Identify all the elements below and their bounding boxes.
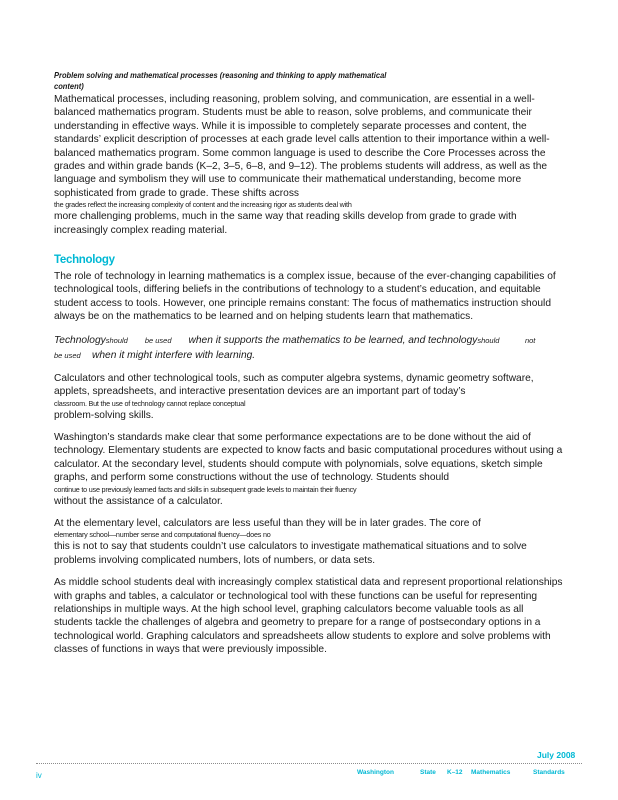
document-body — [54, 70, 564, 657]
footer-label-grades: K–12 — [447, 769, 463, 776]
paragraph-calculators-tools-small-line: classroom. But the use of technology cannot replace conceptual — [54, 398, 246, 408]
paragraph-washington-standards-text: Washington’s standards make clear that some performance expectations are to be done without the aid of technology. Elementary students are expected to know facts and basic computational procedures without using a calculator. At the secondary level, students should compute with polynomials, solve equations, sketch simple graphs, and perform some constructions without the use of technology. Students should — [54, 431, 563, 484]
technology-heading: Technology — [54, 254, 115, 267]
paragraph-washington-standards — [54, 431, 564, 508]
paragraph-elementary-level-text: At the elementary level, calculators are less useful than they will be in later grades. The core of — [54, 517, 481, 529]
paragraph-processes — [54, 93, 564, 237]
paragraph-processes-end: more challenging problems, much in the same way that reading skills develop from grade to grade with increasingly complex reading material. — [54, 211, 517, 236]
quote-word-small: be used — [144, 335, 172, 345]
paragraph-calculators-tools-text: Calculators and other technological tools, such as computer algebra systems, dynamic geometry software, applets, spreadsheets, and interactive presentation devices are an important part of today’s — [54, 372, 534, 398]
paragraph-washington-standards-small-line: continue to use previously learned facts and skills in subsequent grade levels to maintain their fluency — [54, 484, 357, 494]
paragraph-processes-text: Mathematical processes, including reasoning, problem solving, and communication, are essential in a well-balanced mathematics program. Students must be able to reason, solve problems, and communicate their understanding in effective ways. While it is impossible to completely separate processes and content, the standards’ explicit description of processes at each grade level calls attention to their importance within a well-balanced mathematics program. Some common language is used to describe the Core Processes across the grades and within grade bands (K–2, 3–5, 6–8, and 9–12). The problems students will address, as well as the language and symbolism they will use to communicate their mathematical understanding, become more sophisticated from grade to grade. These shifts across — [54, 94, 550, 199]
page-number: iv — [36, 771, 42, 780]
footer-divider — [36, 763, 582, 764]
paragraph-calculators-tools — [54, 372, 564, 422]
paragraph-elementary-level — [54, 517, 564, 567]
paragraph-washington-standards-end: without the assistance of a calculator. — [54, 495, 223, 507]
section-subheading: Problem solving and mathematical processes (reasoning and thinking to apply mathematical — [54, 71, 387, 80]
footer-label-mathematics: Mathematics — [471, 769, 511, 776]
quote-word-small: should — [477, 335, 500, 345]
quote-word: when it supports the mathematics to be learned, and technology — [188, 334, 478, 346]
paragraph-technology-role: The role of technology in learning mathematics is a complex issue, because of the ever-changing capabilities of technological tools, differing beliefs in the contributions of technology to a student’s education, and equitable student access to tools. However, one principle remains constant: The focus of mathematics instruction should always be on the mathematics to be learned and on helping students learn that mathematics. — [54, 271, 556, 323]
paragraph-elementary-level-end: this is not to say that students couldn’t use calculators to investigate mathematical situations and to solve problems involving complicated numbers, lots of numbers, or data sets. — [54, 541, 527, 566]
footer-label-standards: Standards — [533, 769, 565, 776]
footer-label-state: State — [420, 769, 436, 776]
paragraph-middle-high-school: As middle school students deal with increasingly complex statistical data and represent proportional relationships with graphs and tables, a calculator or technological tool with these functions can be useful for representing relationships in multiple ways. At the high school level, graphing calculators become valuable tools as all students tackle the challenges of algebra and geometry to prepare for a range of postsecondary options in a technological world. Graphing calculators and spreadsheets allow students to explore and solve problems with classes of functions in ways that were previously impossible. — [54, 577, 563, 656]
paragraph-processes-small-line: the grades reflect the increasing complexity of content and the increasing rigor as students deal with — [54, 200, 352, 210]
footer-label-washington: Washington — [357, 769, 394, 776]
quote-word: Technology — [54, 334, 106, 346]
quote-word: when it might interfere with learning. — [92, 349, 256, 361]
quote-word-small: be used — [54, 350, 81, 360]
section-subheading-continued: content) — [54, 82, 84, 91]
footer-date: July 2008 — [537, 750, 576, 760]
paragraph-calculators-tools-end: problem-solving skills. — [54, 409, 154, 421]
quote-word-small: should — [105, 335, 128, 345]
paragraph-elementary-level-small-line: elementary school—number sense and computational fluency—does no — [54, 530, 271, 540]
technology-principle-quote — [54, 333, 564, 363]
quote-word-small: not — [524, 335, 536, 345]
